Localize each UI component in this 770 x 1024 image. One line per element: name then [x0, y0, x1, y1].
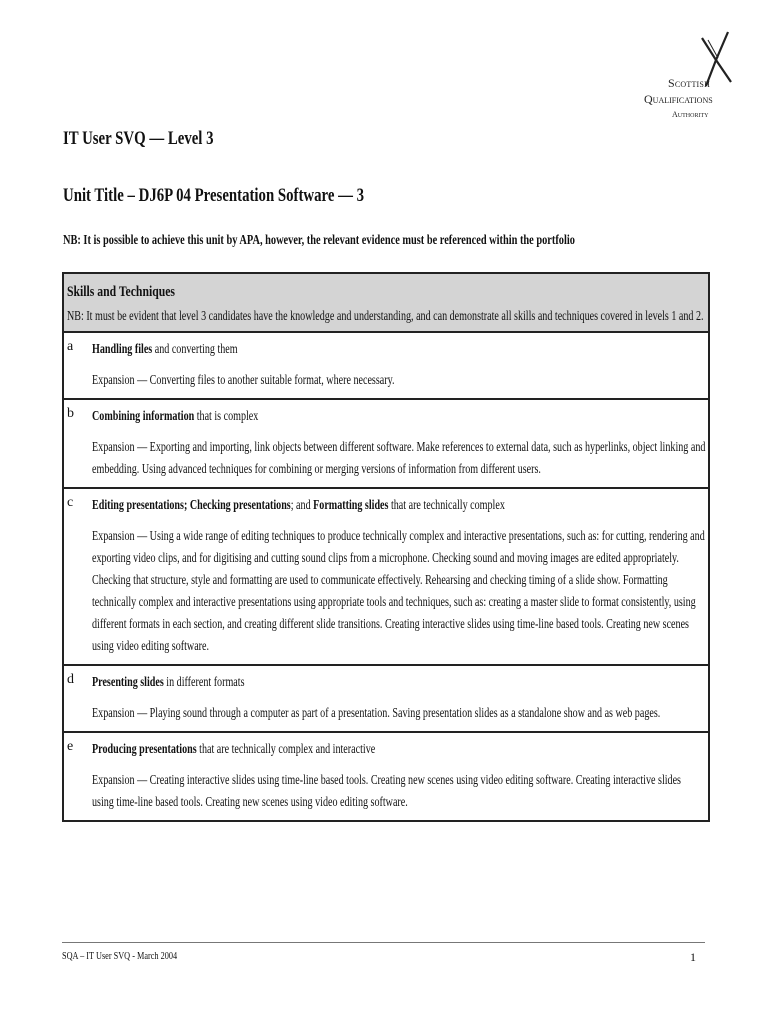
table-row [64, 333, 708, 400]
row-title-rest: that are technically complex and interactive [196, 742, 376, 757]
row-letter: b [67, 406, 74, 421]
expansion-line: using video editing software. [92, 639, 210, 654]
row-title [92, 739, 533, 761]
row-letter: e [67, 739, 74, 754]
footer-source: SQA – IT User SVQ - March 2004 [62, 950, 178, 962]
table-row [64, 733, 708, 820]
row-letter: c [67, 495, 74, 510]
expansion-line: Expansion — Exporting and importing, link objects between different software. Make references to external data, such as hyperlinks, object linking and [92, 440, 706, 455]
page-number: 1 [690, 950, 696, 964]
row-letter: a [67, 339, 74, 354]
row-title [92, 406, 533, 428]
logo-line-qualifications: Qualifications [644, 92, 713, 106]
expansion-line: Expansion — Converting files to another suitable format, where necessary. [92, 373, 395, 388]
row-title-bold: Editing presentations; Checking presentations [92, 498, 291, 513]
row-title-bold: Handling files [92, 342, 153, 357]
expansion-line: Checking that structure, style and formatting are used to communicate effectively. Rehearsing and checking timing of a slide show. Formatting [92, 573, 668, 588]
row-title [92, 495, 533, 517]
expansion-line: Expansion — Using a wide range of editing techniques to produce technically complex and interactive presentations, such as: for cutting, rendering and [92, 529, 705, 544]
expansion-line: technically complex and interactive presentations using appropriate tools and techniques, such as: creating a master slide to format consistently, using [92, 595, 696, 610]
page-heading: IT User SVQ — Level 3 [63, 128, 214, 149]
row-title-rest: and converting them [152, 342, 238, 357]
unit-title: Unit Title – DJ6P 04 Presentation Software — 3 [63, 185, 365, 206]
sqa-logo [640, 30, 734, 125]
row-title-rest: in different formats [163, 675, 245, 690]
row-title-rest: that is complex [194, 409, 259, 424]
expansion-line: embedding. Using advanced techniques for combining or merging versions of information from different users. [92, 462, 541, 477]
row-title-mid: ; and [290, 498, 314, 513]
logo-line-authority: Authority [672, 110, 709, 119]
expansion-line: using time-line based tools. Creating new scenes using video editing software. [92, 795, 408, 810]
table-header-note: NB: It must be evident that level 3 candidates have the knowledge and understanding, and can demonstrate all skills and techniques covered in levels 1 and 2. [67, 309, 704, 324]
expansion-line: exporting video clips, and for digitising and cutting sound clips from a microphone. Checking sound and moving images are edited appropriately. [92, 551, 679, 566]
apa-note: NB: It is possible to achieve this unit by APA, however, the relevant evidence must be referenced within the portfolio [63, 233, 575, 248]
expansion-line: Expansion — Playing sound through a computer as part of a presentation. Saving presentation slides as a standalone show and as web pages. [92, 706, 661, 721]
row-title-rest: that are technically complex [388, 498, 505, 513]
table-header-title: Skills and Techniques [67, 284, 175, 300]
row-title-bold-2: Formatting slides [313, 498, 389, 513]
row-title [92, 339, 533, 361]
table-header [64, 274, 708, 333]
row-title [92, 672, 533, 694]
skills-table [62, 272, 710, 822]
expansion-line: different formats in each section, and creating different slide transitions. Creating interactive slides using time-line based tools. Creating new scenes [92, 617, 689, 632]
row-title-bold: Presenting slides [92, 675, 164, 690]
table-row [64, 666, 708, 733]
row-title-bold: Producing presentations [92, 742, 197, 757]
row-title-bold: Combining information [92, 409, 195, 424]
row-letter: d [67, 672, 74, 687]
table-row [64, 400, 708, 489]
logo-line-scottish: Scottish [668, 76, 711, 90]
footer-divider [62, 942, 705, 943]
table-row [64, 489, 708, 666]
expansion-line: Expansion — Creating interactive slides using time-line based tools. Creating new scenes using video editing software. Creating interactive slides [92, 773, 681, 788]
